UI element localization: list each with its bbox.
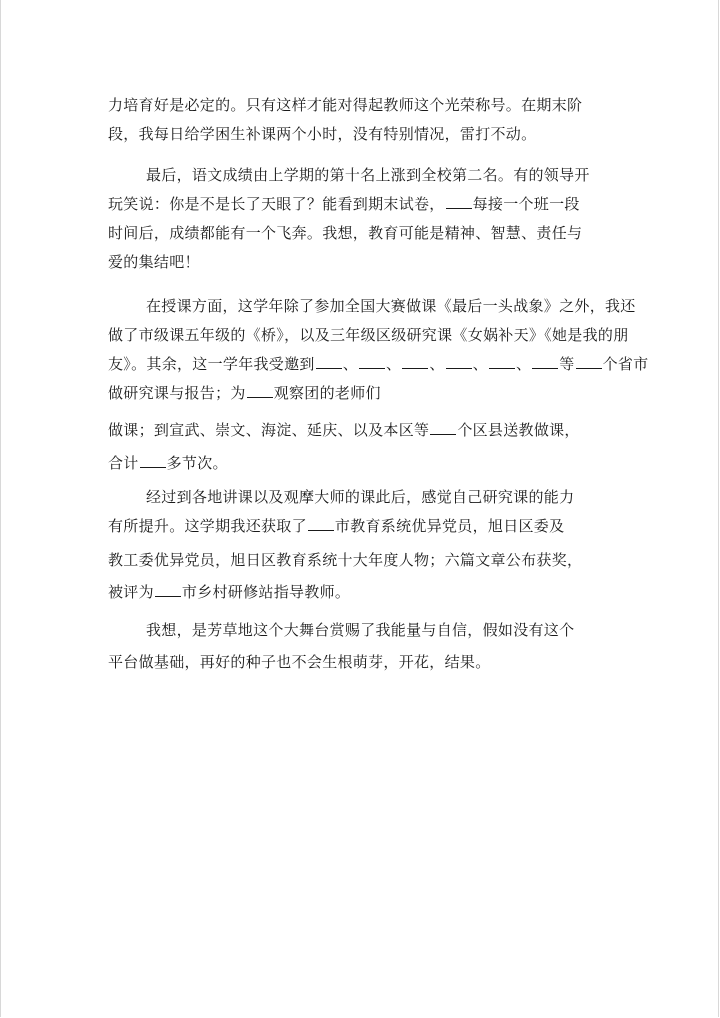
text-segment: 、 [472, 355, 488, 373]
text-segment: 做课；到宣武、崇文、海淀、延庆、以及本区等 [108, 421, 430, 439]
text-segment: 玩笑说：你是不是长了天眼了？能看到期末试卷， [108, 195, 445, 213]
fill-in-blank [576, 355, 602, 369]
text-segment: 合计 [108, 454, 139, 472]
fill-in-blank [308, 517, 334, 531]
text-segment: 最后，语文成绩由上学期的第十名上涨到全校第二名。有的领导开 [146, 166, 590, 184]
text-segment: 每接一个班一段 [472, 195, 580, 213]
text-segment: 个省市 [602, 355, 649, 373]
text-line [108, 550, 582, 570]
text-segment: 做了市级课五年级的《桥》，以及三年级区级研究课《女娲补天》《她是我的朋 [108, 326, 629, 344]
text-line [108, 95, 582, 115]
text-segment: 个区县送教做课， [457, 421, 580, 439]
fill-in-blank [155, 583, 181, 597]
text-line [108, 124, 536, 144]
text-segment: 等 [559, 355, 575, 373]
text-line [108, 582, 350, 602]
text-segment: 观察团的老师们 [273, 384, 381, 402]
text-segment: 、 [429, 355, 445, 373]
text-segment: 市教育系统优异党员，旭日区委及 [334, 517, 565, 535]
text-segment: 时间后，成绩都能有一个飞奔。我想，教育可能是精神、智慧、责任与 [108, 224, 583, 242]
text-line [108, 223, 582, 243]
fill-in-blank [359, 355, 385, 369]
text-segment: 教工委优异党员，旭日区教育系统十大年度人物；六篇文章公布获奖， [108, 551, 583, 569]
text-segment: 做研究课与报告；为 [108, 384, 246, 402]
fill-in-blank [247, 384, 273, 398]
fill-in-blank [489, 355, 515, 369]
text-line [108, 252, 200, 272]
text-segment: 段，我每日给学困生补课两个小时，没有特别情况，雷打不动。 [108, 125, 537, 143]
text-line [108, 383, 381, 403]
text-segment: 平台做基础，再好的种子也不会生根萌芽，开花，结果。 [108, 653, 491, 671]
fill-in-blank [532, 355, 558, 369]
text-segment: 市乡村研修站指导教师。 [181, 583, 351, 601]
text-segment: 、 [342, 355, 359, 373]
text-segment: 有所提升。这学期我还获取了 [108, 517, 307, 535]
text-line [108, 420, 580, 440]
text-segment: 多节次。 [166, 454, 228, 472]
text-line [146, 165, 590, 185]
fill-in-blank [430, 421, 456, 435]
text-segment: 友》。其余，这一学年我受邀到 [108, 355, 315, 373]
text-line [146, 296, 636, 316]
text-line [108, 194, 580, 214]
fill-in-blank [402, 355, 428, 369]
text-segment: 在授课方面，这学年除了参加全国大赛做课《最后一头战象》之外，我还 [146, 297, 636, 315]
text-segment: 被评为 [108, 583, 154, 601]
text-line [146, 487, 574, 507]
text-segment: 力培育好是必定的。只有这样才能对得起教师这个光荣称号。在期末阶 [108, 96, 583, 114]
text-segment: 、 [386, 355, 402, 373]
text-segment: 我想，是芳草地这个大舞台赏赐了我能量与自信，假如没有这个 [146, 621, 575, 639]
fill-in-blank [140, 454, 166, 468]
text-segment: 、 [515, 355, 532, 373]
text-segment: 爱的集结吧！ [108, 253, 200, 271]
fill-in-blank [316, 355, 342, 369]
fill-in-blank [446, 355, 472, 369]
text-line [108, 453, 228, 473]
fill-in-blank [446, 195, 472, 209]
text-line [108, 516, 564, 536]
text-line [146, 620, 574, 640]
text-line [108, 325, 629, 345]
text-line [108, 354, 648, 374]
text-line [108, 652, 491, 672]
text-segment: 经过到各地讲课以及观摩大师的课此后，感觉自己研究课的能力 [146, 488, 575, 506]
